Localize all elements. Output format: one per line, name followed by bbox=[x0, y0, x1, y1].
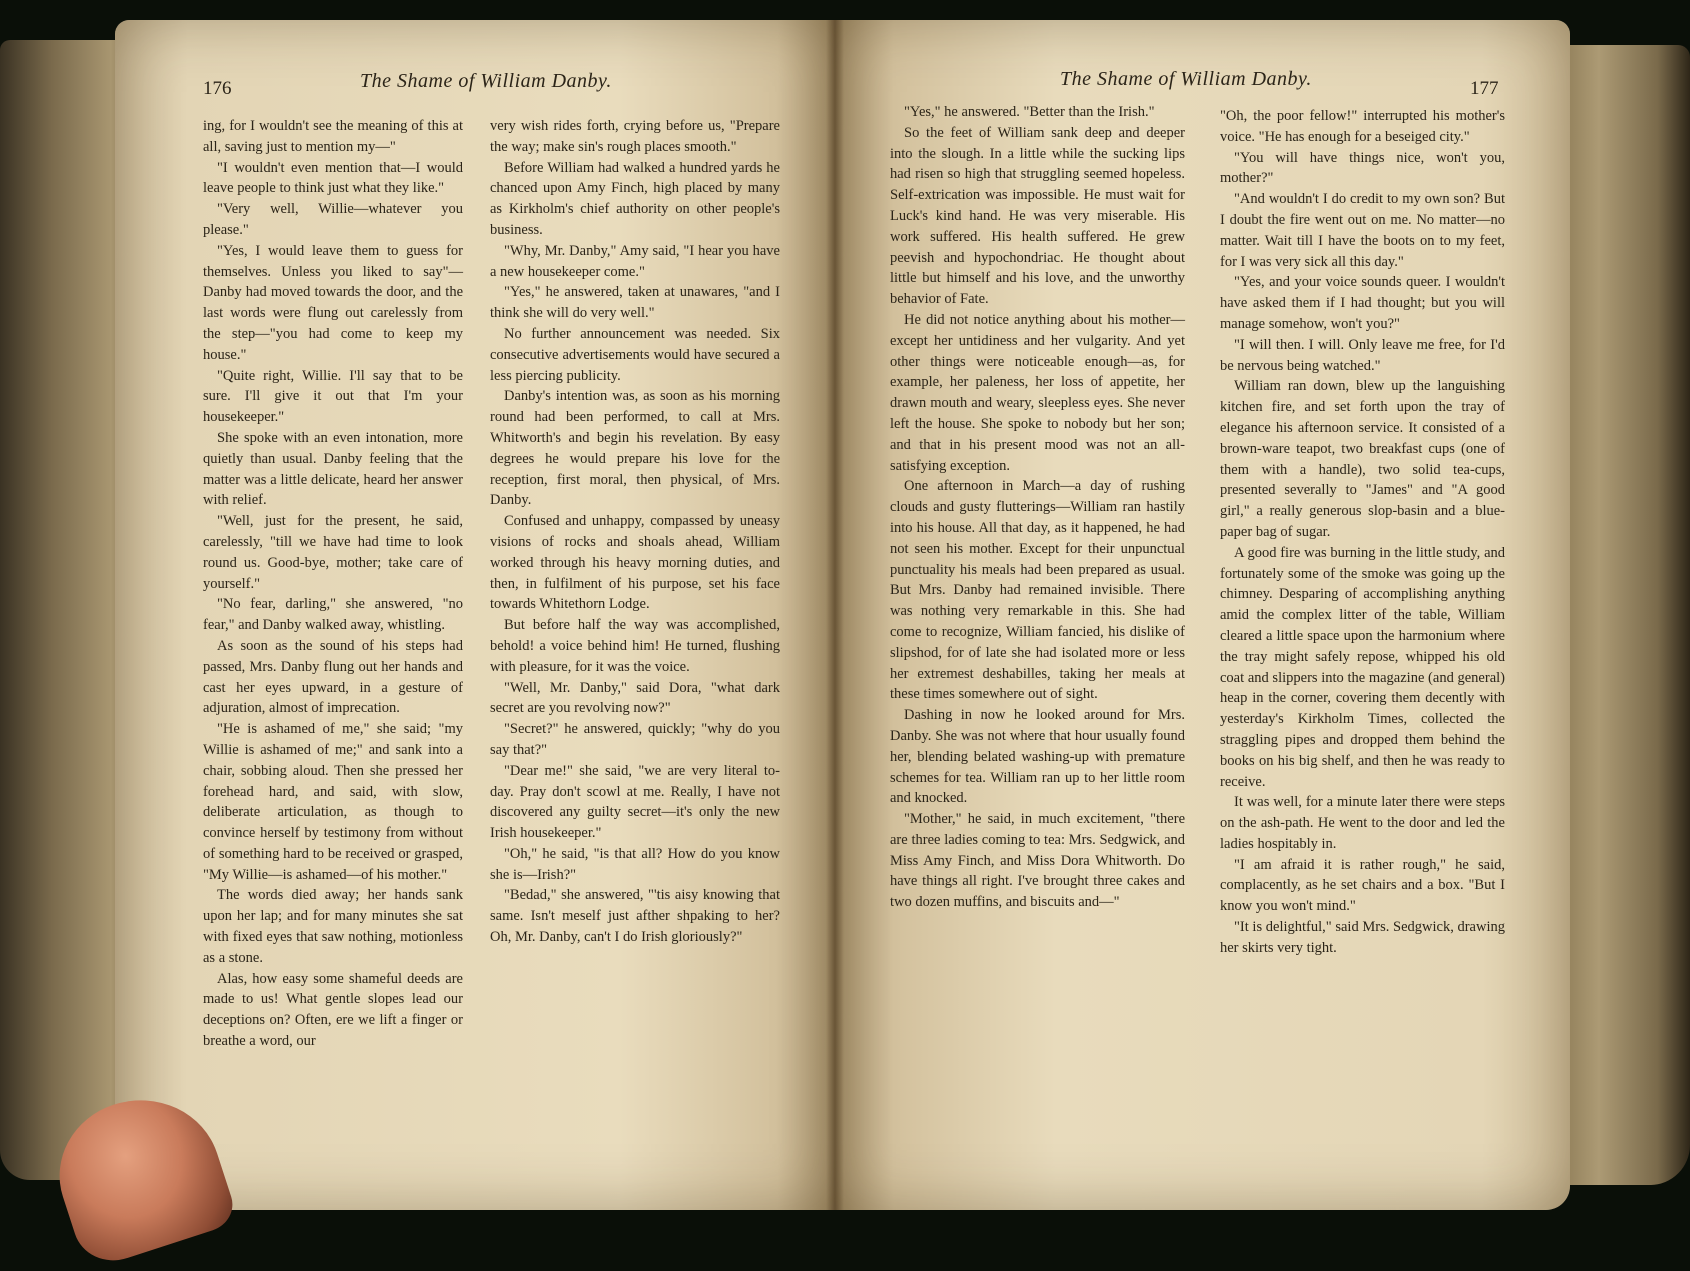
left-column-1 bbox=[203, 116, 463, 1052]
paragraph: "Yes," he answered. "Better than the Irish." bbox=[904, 104, 1155, 120]
paragraph: It was well, for a minute later there were steps on the ash-path. He went to the door and led the ladies hospitably in. bbox=[1220, 794, 1505, 852]
paragraph: "Yes, I would leave them to guess for themselves. Unless you liked to say"—Danby had moved towards the door, and the last words were flung out carelessly from the step—"you had come to keep my house." bbox=[203, 242, 463, 363]
paragraph: "Yes, and your voice sounds queer. I wouldn't have asked them if I had thought; but you will manage somehow, won't you?" bbox=[1220, 274, 1505, 332]
paragraph: As soon as the sound of his steps had passed, Mrs. Danby flung out her hands and cast her eyes upward, in a gesture of adjuration, almost of imprecation. bbox=[203, 637, 463, 717]
paragraph: "Why, Mr. Danby," Amy said, "I hear you have a new housekeeper come." bbox=[490, 242, 780, 280]
paragraph: "It is delightful," said Mrs. Sedgwick, drawing her skirts very tight. bbox=[1220, 919, 1505, 956]
paragraph: But before half the way was accomplished, behold! a voice behind him! He turned, flushing with pleasure, for it was the voice. bbox=[490, 617, 780, 675]
left-page-number: 176 bbox=[203, 78, 232, 99]
paragraph: Alas, how easy some shameful deeds are made to us! What gentle slopes lead our deceptions on? Often, ere we lift a finger or breathe a word, our bbox=[203, 970, 463, 1050]
paragraph: ing, for I wouldn't see the meaning of this at all, saving just to mention my—" bbox=[203, 118, 463, 155]
paragraph: "Mother," he said, in much excitement, "there are three ladies coming to tea: Mrs. Sedgwick, and Miss Amy Finch, and Miss Dora Whitworth. Do have things all right. I've brought three cakes and two dozen muffins, and biscuits and—" bbox=[890, 811, 1185, 911]
paragraph: William ran down, blew up the languishing kitchen fire, and set forth upon the tray of elegance his afternoon service. It consisted of a brown-ware teapot, two breakfast cups (one of them with a handle), two solid tea-cups, presented severally to "James" and "A good girl," a really generous slop-basin and a blue-paper bag of sugar. bbox=[1220, 378, 1505, 540]
left-page-edges bbox=[0, 40, 130, 1180]
paragraph: "Oh," he said, "is that all? How do you know she is—Irish?" bbox=[490, 845, 780, 883]
paragraph: "No fear, darling," she answered, "no fear," and Danby walked away, whistling. bbox=[203, 596, 463, 634]
paragraph: "Oh, the poor fellow!" interrupted his mother's voice. "He has enough for a beseiged city." bbox=[1220, 108, 1505, 145]
right-running-head: The Shame of William Danby. bbox=[1060, 68, 1312, 90]
paragraph: "Quite right, Willie. I'll say that to be sure. I'll give it out that I'm your housekeeper." bbox=[203, 367, 463, 426]
paragraph: "Well, Mr. Danby," said Dora, "what dark secret are you revolving now?" bbox=[490, 679, 780, 717]
paragraph: Danby's intention was, as soon as his morning round had been performed, to call at Mrs. Whitworth's and begin his revelation. By easy degrees he would prepare his love for the reception, first moral, then physical, of Mrs. Danby. bbox=[490, 388, 780, 509]
right-page-edges bbox=[1560, 45, 1690, 1185]
right-column-1 bbox=[890, 102, 1185, 913]
paragraph: No further announcement was needed. Six consecutive advertisements would have secured a less piercing publicity. bbox=[490, 325, 780, 384]
paragraph: "I am afraid it is rather rough," he said, complacently, as he set chairs and a box. "But I know you won't mind." bbox=[1220, 856, 1505, 915]
paragraph: The words died away; her hands sank upon her lap; and for many minutes she sat with fixed eyes that saw nothing, motionless as a stone. bbox=[203, 887, 463, 966]
paragraph: very wish rides forth, crying before us, "Prepare the way; make sin's rough places smooth." bbox=[490, 118, 780, 155]
paragraph: "He is ashamed of me," she said; "my Willie is ashamed of me;" and sank into a chair, sobbing aloud. Then she pressed her forehead hard, and said, with slow, deliberate articulation, as though to convince herself by testimony from without of something hard to be received or grasped, "My Willie—is ashamed—of his mother." bbox=[203, 721, 463, 883]
paragraph: A good fire was burning in the little study, and fortunately some of the smoke was going up the chimney. Desparing of accomplishing anything amid the complex litter of the table, William cleared a little space upon the harmonium where the tray might safely repose, whipped his old coat and slippers into the magazine (and general) heap in the corner, covering them decently with yesterday's Kirkholm Times, collected the straggling pipes and dropped them behind the books on his big shelf, and then he was ready to receive. bbox=[1220, 544, 1505, 790]
paragraph: "Dear me!" she said, "we are very literal to-day. Pray don't scowl at me. Really, I have not discovered any guilty secret—it's only the new Irish housekeeper." bbox=[490, 762, 780, 842]
paragraph: Confused and unhappy, compassed by uneasy visions of rocks and shoals ahead, William worked through his heavy morning duties, and then, in fulfilment of his purpose, set his face towards Whitethorn Lodge. bbox=[490, 513, 780, 613]
paragraph: "I wouldn't even mention that—I would leave people to think just what they like." bbox=[203, 159, 463, 197]
paragraph: "Very well, Willie—whatever you please." bbox=[203, 201, 463, 238]
paragraph: "Secret?" he answered, quickly; "why do you say that?" bbox=[490, 721, 780, 758]
paragraph: "You will have things nice, won't you, mother?" bbox=[1220, 149, 1505, 187]
right-page bbox=[835, 20, 1570, 1210]
left-running-head: The Shame of William Danby. bbox=[360, 70, 612, 92]
paragraph: "I will then. I will. Only leave me free, for I'd be nervous being watched." bbox=[1220, 336, 1505, 374]
paragraph: "Yes," he answered, taken at unawares, "and I think she will do very well." bbox=[490, 284, 780, 322]
right-column-2 bbox=[1220, 106, 1505, 959]
paragraph: Before William had walked a hundred yards he chanced upon Amy Finch, high placed by many as Kirkholm's chief authority on other people's business. bbox=[490, 159, 780, 238]
paragraph: "And wouldn't I do credit to my own son? But I doubt the fire went out on me. No matter—no matter. Wait till I have the boots on to my feet, for I was very sick all this day." bbox=[1220, 191, 1505, 270]
paragraph: "Bedad," she answered, "'tis aisy knowing that same. Isn't meself just afther shpaking to her? Oh, Mr. Danby, can't I do Irish gloriously?" bbox=[490, 887, 780, 946]
left-page bbox=[115, 20, 835, 1210]
paragraph: So the feet of William sank deep and deeper into the slough. In a little while the sucking lips had risen so high that struggling seemed hopeless. Self-extrication was impossible. He must wait for Luck's kind hand. He was very miserable. His work suffered. His health suffered. He grew peevish and hypochondriac. He thought about little but himself and his love, and the unworthy behavior of Fate. bbox=[890, 124, 1185, 308]
right-page-number: 177 bbox=[1470, 78, 1499, 99]
paragraph: He did not notice anything about his mother—except her untidiness and her vulgarity. And yet other things were noticeable enough—as, for example, her paleness, her loss of appetite, her drawn mouth and weary, sleepless eyes. She never left the house. She spoke to nobody but her son; and that in his present mood was not an all-satisfying exception. bbox=[890, 311, 1185, 474]
book-gutter bbox=[826, 20, 844, 1210]
paragraph: Dashing in now he looked around for Mrs. Danby. She was not where that hour usually found her, blending belated washing-up with premature schemes for tea. William ran up to her little room and knocked. bbox=[890, 707, 1185, 807]
left-column-2 bbox=[490, 116, 780, 948]
paragraph: "Well, just for the present, he said, carelessly, "till we have had time to look round us. Good-bye, mother; take care of yourself." bbox=[203, 513, 463, 592]
paragraph: One afternoon in March—a day of rushing clouds and gusty flutterings—William ran hastily into his house. All that day, as it happened, he had not seen his mother. Except for their unpunctual punctuality his meals had been prepared as usual. But Mrs. Danby had remained invisible. There was nothing very remarkable in this. She had come to recognize, William fancied, his dislike of slipshod, for of late she had isolated more or less her extremest deshabilles, taking her meals at these times somewhere out of sight. bbox=[890, 478, 1185, 703]
paragraph: She spoke with an even intonation, more quietly than usual. Danby feeling that the matter was a little delicate, heard her answer with relief. bbox=[203, 429, 463, 509]
